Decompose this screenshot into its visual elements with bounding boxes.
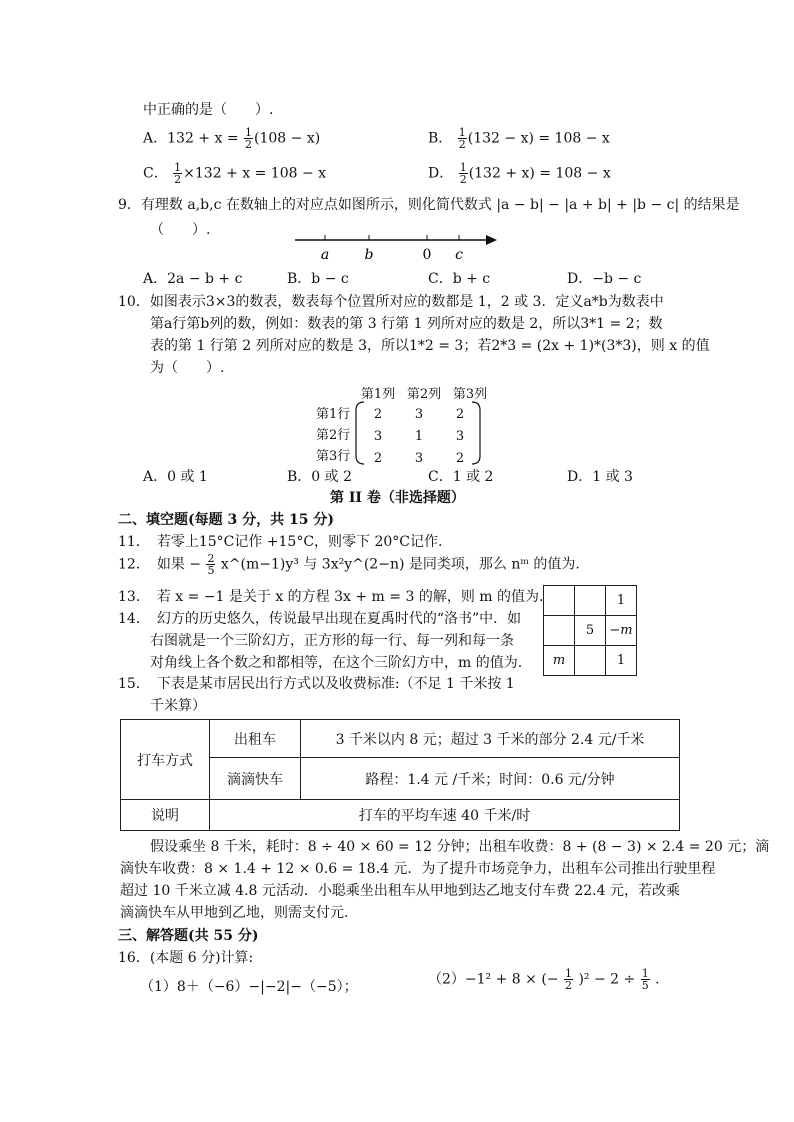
q16-fraction-fifth [641, 968, 650, 991]
fare-row-taxi [121, 720, 680, 758]
q15-paragraph-4: 滴滴快车从甲地到乙地，则需支付元. [120, 905, 349, 921]
magic-cell [544, 586, 575, 616]
q16-part2-mid: )² − 2 ÷ [578, 971, 636, 988]
matrix-cell: 3 [373, 428, 383, 444]
number-line [290, 228, 505, 262]
fare-note-text: 打车的平均车速 40 千米/时 [210, 800, 680, 831]
q10-line1 [118, 291, 664, 311]
q10-option-b[interactable]: B．0 或 2 [287, 469, 353, 485]
label-0: 0 [422, 247, 432, 262]
q16-fraction-half [564, 968, 573, 991]
q8-option-a-fraction [244, 127, 253, 150]
fare-row-head: 打车方式 [121, 720, 210, 800]
part2-title: 第 II 卷（非选择题） [330, 490, 465, 506]
q10-line3: 表的第 1 行第 2 列所对应的数是 3，所以1*2 = 3；若2*3 = (2x + 1)*(3*3)，则 x 的值 [150, 338, 710, 354]
q8-option-b[interactable] [428, 127, 610, 150]
fare-didi-label: 滴滴快车 [210, 758, 301, 800]
q8-stem-tail: 中正确的是（ ）. [143, 102, 274, 118]
q10-row-headers [316, 404, 350, 467]
matrix-cell: 2 [455, 406, 465, 422]
row-header: 第1行 [316, 407, 351, 422]
q12-pre: 12． 如果 − [118, 556, 201, 573]
q8-option-d-label: D． [428, 165, 454, 182]
q8-option-b-label: B． [428, 130, 453, 147]
magic-cell [575, 646, 606, 676]
q8-option-a-right: (108 − x) [254, 130, 321, 147]
magic-cell: 1 [606, 586, 637, 616]
col-header: 第1列 [360, 387, 396, 402]
q12-post: x^(m−1)y³ 与 3x²y^(2−n) 是同类项，那么 nᵐ 的值为. [220, 556, 580, 573]
q11: 11． 若零上15°C记作 +15°C，则零下 20°C记作. [118, 534, 443, 550]
q15-paragraph-3: 超过 10 千米立减 4.8 元活动．小聪乘坐出租车从甲地到达乙地支付车费 22.4 元，若改乘 [120, 883, 680, 899]
frac-denominator: 2 [459, 173, 467, 186]
frac-numerator: 1 [245, 126, 253, 139]
magic-cell: 1 [606, 646, 637, 676]
magic-cell [575, 586, 606, 616]
frac-numerator: 1 [174, 161, 182, 174]
q12-fraction [206, 553, 215, 576]
section2-title: 二、填空题(每题 3 分，共 15 分) [118, 512, 334, 528]
q12 [118, 553, 580, 576]
q9-option-c[interactable]: C．b + c [428, 271, 491, 287]
col-header: 第2列 [406, 387, 442, 402]
q8-option-a-label: A． [143, 130, 168, 147]
q16-part2-pre: （2）−1² + 8 × (− [428, 971, 559, 988]
q9-stem-line2: （ ）. [150, 222, 211, 238]
q8-option-c-fraction [173, 162, 182, 185]
q16-part2 [428, 968, 660, 991]
q16-stem: 16．(本题 6 分)计算: [118, 950, 254, 966]
q9-stem-text: 有理数 a,b,c 在数轴上的对应点如图所示，则化简代数式 |a − b| − |a + b| + |b − c| 的结果是 [140, 197, 740, 213]
q9-option-d[interactable]: D．−b − c [567, 271, 642, 287]
label-b: b [364, 247, 374, 262]
frac-numerator: 1 [641, 967, 649, 980]
q8-option-c-right: ×132 + x = 108 − x [183, 165, 327, 182]
q10-option-c[interactable]: C．1 或 2 [428, 469, 494, 485]
fare-didi-rule: 路程：1.4 元 /千米；时间：0.6 元/分钟 [301, 758, 680, 800]
q14-line3: 对角线上各个数之和都相等，在这个三阶幻方中，m 的值为. [150, 655, 523, 671]
frac-numerator: 1 [458, 126, 466, 139]
q8-option-d-fraction [459, 162, 468, 185]
matrix-cell: 3 [414, 406, 424, 422]
q9-option-a[interactable]: A．2a − b + c [143, 271, 243, 287]
magic-cell: 5 [575, 616, 606, 646]
q9-option-b[interactable]: B．b − c [287, 271, 349, 287]
magic-square [543, 585, 637, 676]
q16-part2-end: . [655, 971, 660, 988]
matrix-row [360, 425, 478, 447]
fare-table [120, 719, 680, 831]
fare-taxi-label: 出租车 [210, 720, 301, 758]
fare-note-label: 说明 [121, 800, 210, 831]
magic-cell: m [544, 646, 575, 676]
q9-number: 9． [118, 197, 141, 213]
q15-line1: 15． 下表是某市居民出行方式以及收费标准:（不足 1 千米按 1 [118, 676, 515, 692]
row-header: 第3行 [316, 449, 351, 464]
q8-option-d[interactable] [428, 162, 611, 185]
matrix-cell: 3 [414, 450, 424, 466]
q10-matrix [360, 403, 478, 469]
q13: 13． 若 x = −1 是关于 x 的方程 3x + m = 3 的解，则 m 的值为. [118, 589, 544, 605]
q8-option-a-left: 132 + x = [167, 130, 239, 147]
q10-option-d[interactable]: D．1 或 3 [567, 469, 633, 485]
q14-line1: 14． 幻方的历史悠久，传说最早出现在夏禹时代的“洛书”中．如 [118, 611, 522, 627]
q8-option-d-right: (132 + x) = 108 − x [468, 165, 611, 182]
frac-denominator: 5 [207, 564, 215, 577]
magic-cell: −m [606, 616, 637, 646]
matrix-row [360, 403, 478, 425]
frac-denominator: 5 [641, 979, 649, 992]
q10-line2: 第a行第b列的数，例如：数表的第 3 行第 1 列所对应的数是 2，所以3*1 = 2；数 [150, 316, 663, 332]
q10-line4: 为（ ）. [150, 360, 225, 376]
frac-numerator: 1 [459, 161, 467, 174]
matrix-cell: 2 [373, 450, 383, 466]
matrix-cell: 2 [373, 406, 383, 422]
matrix-cell: 1 [414, 428, 424, 444]
matrix-cell: 3 [455, 428, 465, 444]
frac-denominator: 2 [174, 173, 182, 186]
q16-part1: （1）8＋（−6）−|−2|−（−5）； [140, 979, 358, 995]
q10-line1-text: 如图表示3×3的数表，数表每个位置所对应的数都是 1，2 或 3．定义a*b为数表中 [149, 294, 664, 310]
frac-numerator: 1 [564, 967, 572, 980]
frac-numerator: 2 [207, 552, 215, 565]
fare-row-note [121, 800, 680, 831]
q9-stem [118, 194, 740, 214]
label-a: a [320, 247, 330, 262]
magic-square-row [544, 616, 637, 646]
q14-line2: 右图就是一个三阶幻方，正方形的每一行、每一列和每一条 [150, 633, 514, 649]
col-header: 第3列 [452, 387, 488, 402]
q15-paragraph-2: 滴快车收费：8 × 1.4 + 12 × 0.6 = 18.4 元．为了提升市场竞争力，出租车公司推出行驶里程 [120, 861, 716, 877]
q15-paragraph-1: 假设乘坐 8 千米，耗时：8 ÷ 40 × 60 = 12 分钟；出租车收费：8 + (8 − 3) × 2.4 = 20 元；滴 [150, 839, 770, 855]
q8-option-a[interactable] [143, 127, 320, 150]
magic-cell [544, 616, 575, 646]
q8-option-b-fraction [458, 127, 467, 150]
magic-square-row [544, 646, 637, 676]
row-header: 第2行 [316, 428, 351, 443]
frac-denominator: 2 [564, 979, 572, 992]
label-c: c [455, 247, 463, 262]
section3-title: 三、解答题(共 55 分) [118, 928, 259, 944]
frac-denominator: 2 [245, 138, 253, 151]
q8-option-c-label: C． [143, 165, 168, 182]
fare-taxi-rule: 3 千米以内 8 元；超过 3 千米的部分 2.4 元/千米 [301, 720, 680, 758]
matrix-cell: 2 [455, 450, 465, 466]
q15-line2: 千米算） [150, 698, 206, 714]
q10-option-a[interactable]: A．0 或 1 [143, 469, 208, 485]
frac-denominator: 2 [458, 138, 466, 151]
magic-square-row [544, 586, 637, 616]
q8-option-b-right: (132 − x) = 108 − x [467, 130, 610, 147]
q10-number: 10． [118, 294, 150, 310]
q8-option-c[interactable] [143, 162, 326, 185]
number-line-arrow-icon [486, 235, 497, 245]
